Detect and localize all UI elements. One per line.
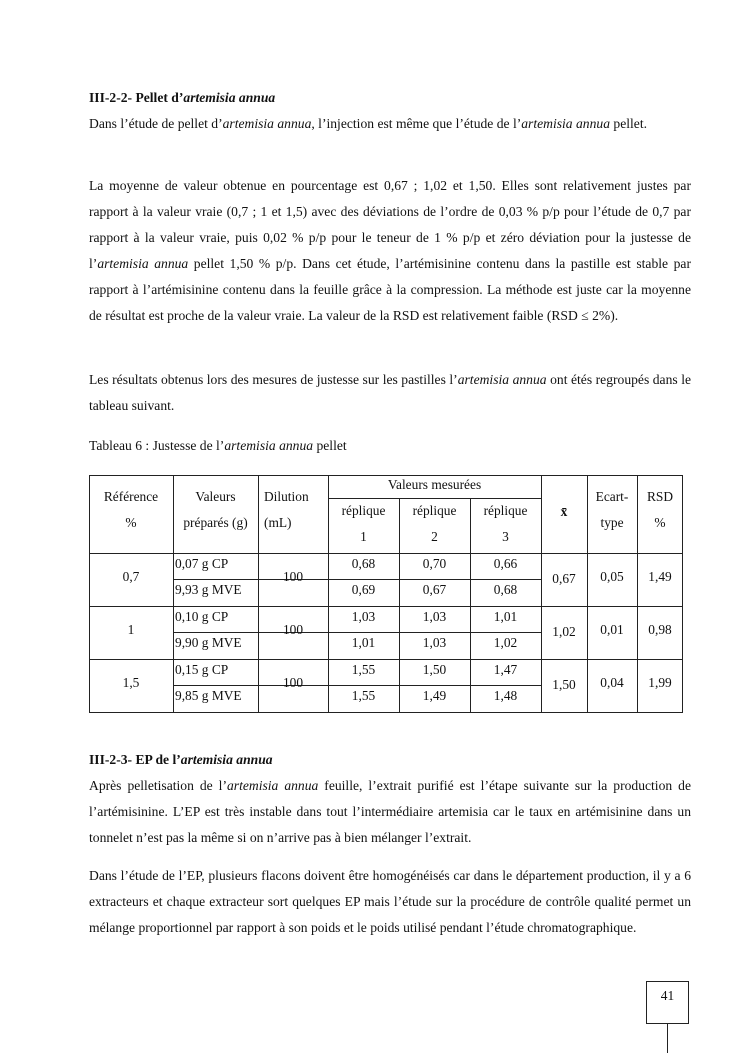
table-cell-rsd: 1,49 (648, 569, 672, 584)
table-cell-r3: 1,02 (493, 635, 518, 650)
table-cell-mve: 9,93 g MVE (175, 582, 242, 597)
table-caption: Tableau 6 : Justesse de l’artemisia annua pellet (89, 438, 347, 453)
table-cell-dilution: 100 (282, 675, 304, 690)
table-cell-r3: 0,66 (493, 556, 518, 571)
header-mean: x̄ (560, 504, 568, 519)
row2-bottom (89, 659, 683, 660)
table-cell-cp: 0,07 g CP (175, 556, 229, 571)
table-cell-mve: 9,85 g MVE (175, 688, 242, 703)
table-cell-r2: 1,03 (422, 609, 447, 624)
table-cell-r3: 1,48 (493, 688, 518, 703)
table-cell-mean: 1,50 (552, 677, 576, 692)
table-cell-mean: 0,67 (552, 571, 576, 586)
table-cell-r2: 1,03 (422, 635, 447, 650)
row1-bottom (89, 606, 683, 607)
header-replique-2: réplique 2 (412, 503, 457, 544)
table-cell-r1: 1,03 (351, 609, 376, 624)
table-header-bottom (89, 553, 683, 554)
header-reference: Référence % (103, 489, 159, 530)
table-cell-dilution: 100 (282, 622, 304, 637)
paragraph-etude-ep: Dans l’étude de l’EP, plusieurs flacons doivent être homogénéisés car dans le département production, il y a 6 extracteurs et chaque extracteur sort quelques EP mais l’étude sur la procédure de contrôle qualité permet un mélange proportionnel par rapport à son poids et le poids utilisé pendant l’étude chromatographique. (89, 868, 691, 935)
table-cell-r1: 0,68 (351, 556, 376, 571)
header-valeurs-mesurees: Valeurs mesurées (387, 477, 482, 492)
row2-mid-line (173, 632, 542, 633)
table-subheader-line (328, 498, 541, 499)
table-cell-ecart: 0,05 (600, 569, 624, 584)
row3-mid-line (173, 685, 542, 686)
table-row-ref: 1,5 (122, 675, 140, 690)
section-heading-3-2-2: III-2-2- Pellet d’artemisia annua (89, 90, 276, 105)
table-cell-r2: 1,50 (422, 662, 447, 677)
table-cell-cp: 0,10 g CP (175, 609, 229, 624)
header-replique-1: réplique 1 (341, 503, 386, 544)
table-cell-r1: 1,55 (351, 662, 376, 677)
table-cell-ecart: 0,01 (600, 622, 624, 637)
table-cell-r1: 1,01 (351, 635, 376, 650)
table-cell-r3: 0,68 (493, 582, 518, 597)
table-row-ref: 0,7 (122, 569, 140, 584)
table-cell-r1: 1,55 (351, 688, 376, 703)
header-rsd: RSD % (646, 489, 674, 530)
header-ecart-type: Ecart- type (595, 489, 629, 530)
table-cell-ecart: 0,04 (600, 675, 624, 690)
page-number-line (667, 1024, 668, 1053)
row1-mid-line (173, 579, 542, 580)
table-row-ref: 1 (127, 622, 135, 637)
paragraph-pelletisation: Après pelletisation de l’artemisia annua feuille, l’extrait purifié est l’étape suivante sur la production de l’artémisinine. L’EP est très instable dans tout l’intermédiaire artemisia car le taux en artémisinine dans un tonnelet n’est pas la même si on n’arrive pas à bien mélanger l’extrait. (89, 778, 691, 845)
table-cell-mean: 1,02 (552, 624, 576, 639)
header-valeurs: Valeurs préparés (g) (183, 489, 248, 530)
justesse-table (89, 475, 683, 713)
table-border-bottom (89, 712, 683, 713)
table-cell-r1: 0,69 (351, 582, 376, 597)
page-number: 41 (646, 981, 689, 1024)
paragraph-pellet-injection: Dans l’étude de pellet d’artemisia annua, l’injection est même que l’étude de l’artemisia annua pellet. (89, 116, 647, 131)
table-cell-r2: 1,49 (422, 688, 447, 703)
table-cell-r3: 1,47 (493, 662, 518, 677)
table-cell-r3: 1,01 (493, 609, 518, 624)
table-cell-mve: 9,90 g MVE (175, 635, 242, 650)
header-dilution: Dilution (mL) (264, 489, 309, 530)
table-cell-r2: 0,67 (422, 582, 447, 597)
header-replique-3: réplique 3 (483, 503, 528, 544)
table-cell-dilution: 100 (282, 569, 304, 584)
paragraph-resultats-justesse: Les résultats obtenus lors des mesures de justesse sur les pastilles l’artemisia annua ont étés regroupés dans le tableau suivant. (89, 372, 692, 413)
table-cell-rsd: 0,98 (648, 622, 672, 637)
table-border-top (89, 475, 683, 476)
paragraph-moyenne-valeur: La moyenne de valeur obtenue en pourcentage est 0,67 ; 1,02 et 1,50. Elles sont relativement justes par rapport à la valeur vraie (0,7 ; 1 et 1,5) avec des déviations de l’ordre de 0,03 % p/p pour l’étude de 0,7 par rapport à la valeur vraie, puis 0,02 % p/p pour le teneur de 1 % p/p et zéro déviation pour la justesse de l’artemisia annua pellet 1,50 % p/p. Dans cet étude, l’artémisinine contenu dans la pastille est stable par rapport à l’artémisinine contenu dans la feuille grâce à la compression. La méthode est juste car la moyenne de résultat est proche de la valeur vraie. La valeur de la RSD est relativement faible (RSD ≤ 2%). (89, 178, 691, 323)
table-cell-rsd: 1,99 (648, 675, 672, 690)
table-cell-r2: 0,70 (422, 556, 447, 571)
table-cell-cp: 0,15 g CP (175, 662, 229, 677)
section-heading-3-2-3: III-2-3- EP de l’artemisia annua (89, 752, 273, 767)
